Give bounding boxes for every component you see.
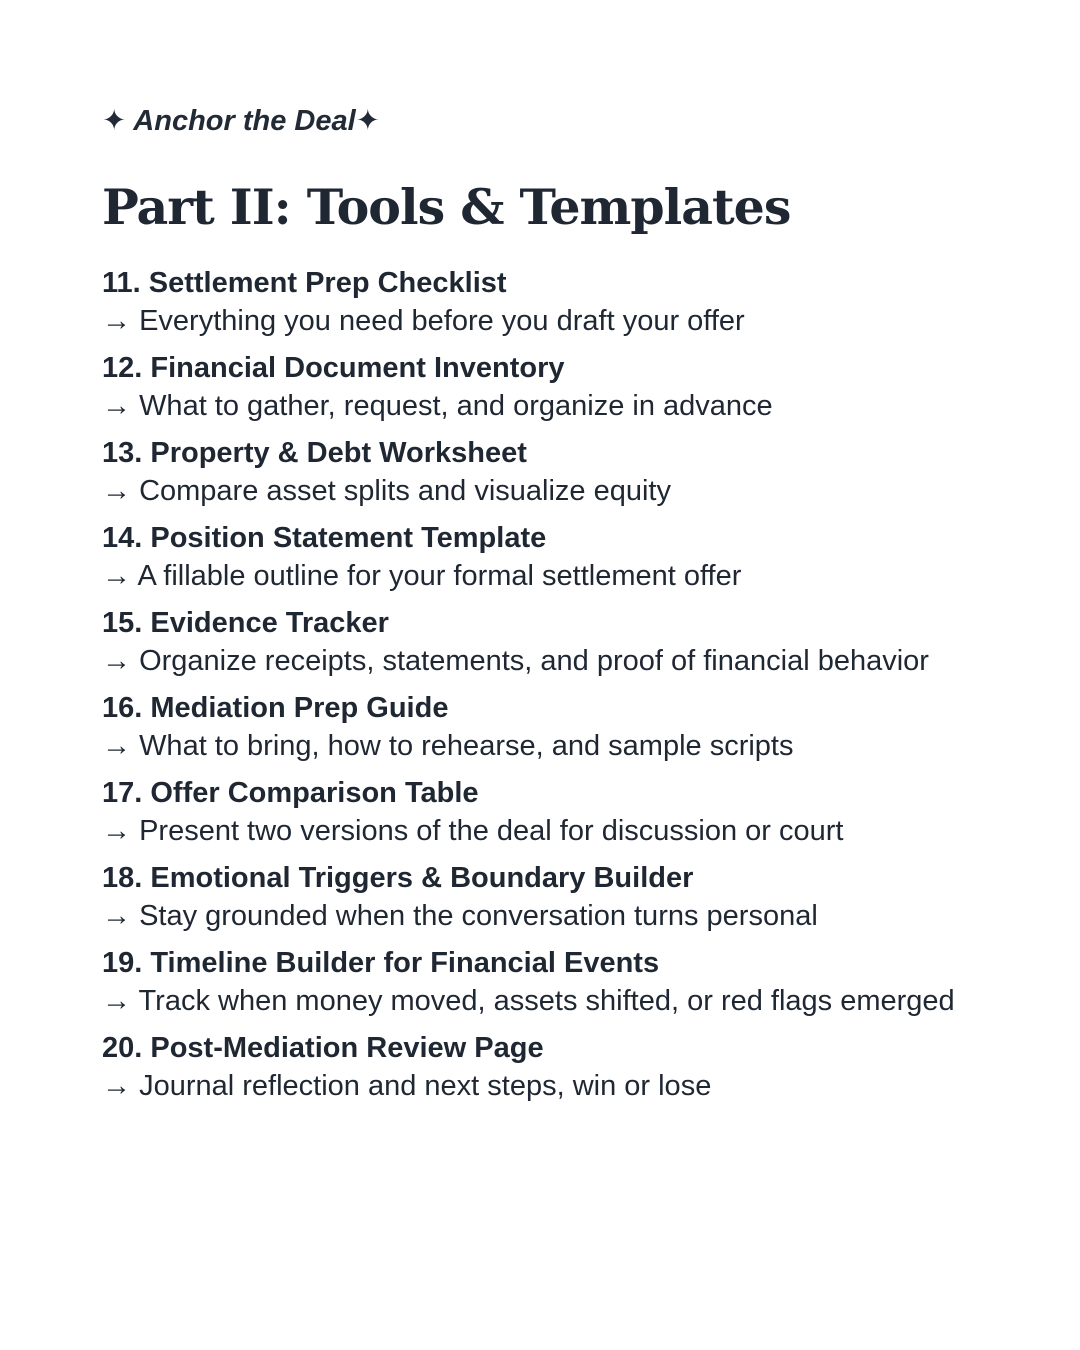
arrow-icon: → (102, 560, 131, 592)
arrow-icon: → (102, 730, 131, 762)
toc-entry-desc-text: Everything you need before you draft your offer (139, 305, 745, 337)
page (102, 96, 982, 1114)
toc-entry-title: 15. Evidence Tracker (102, 607, 389, 639)
toc-entry-title: 13. Property & Debt Worksheet (102, 437, 527, 469)
toc-entry-description (102, 812, 982, 850)
toc-entry-description (102, 982, 982, 1020)
toc-entry-description (102, 642, 982, 680)
arrow-icon: → (102, 475, 131, 507)
toc-entry-description (102, 557, 982, 595)
toc-entry-desc-text: Present two versions of the deal for discussion or court (139, 815, 844, 847)
arrow-icon: → (102, 985, 131, 1017)
arrow-icon: → (102, 305, 131, 337)
toc-entry-desc-text: Journal reflection and next steps, win or lose (139, 1070, 712, 1102)
toc-entry-desc-text: What to gather, request, and organize in advance (139, 390, 773, 422)
toc-entry-desc-text: Organize receipts, statements, and proof of financial behavior (139, 645, 929, 677)
toc-entry (102, 689, 982, 765)
toc-entry-desc-text: A fillable outline for your formal settlement offer (137, 560, 742, 592)
toc-entry (102, 349, 982, 425)
kicker (102, 96, 982, 146)
toc-entry-title: 18. Emotional Triggers & Boundary Builder (102, 862, 694, 894)
toc-entry (102, 1029, 982, 1105)
toc-entry-description (102, 897, 982, 935)
toc-entry (102, 604, 982, 680)
toc-entry-title: 17. Offer Comparison Table (102, 777, 479, 809)
toc-entry-description (102, 1067, 982, 1105)
toc-entry-desc-text: Track when money moved, assets shifted, or red flags emerged (138, 985, 955, 1017)
toc-entry (102, 774, 982, 850)
toc-entry-title: 19. Timeline Builder for Financial Events (102, 947, 660, 979)
table-of-contents (102, 264, 982, 1105)
kicker-text: Anchor the Deal (133, 105, 356, 137)
toc-entry (102, 944, 982, 1020)
toc-entry-desc-text: Stay grounded when the conversation turns personal (139, 900, 818, 932)
arrow-icon: → (102, 645, 131, 677)
toc-entry-title: 12. Financial Document Inventory (102, 352, 565, 384)
sparkle-icon: ✦ (102, 105, 127, 137)
toc-entry-desc-text: Compare asset splits and visualize equity (139, 475, 671, 507)
toc-entry-description (102, 727, 982, 765)
arrow-icon: → (102, 390, 131, 422)
arrow-icon: → (102, 1070, 131, 1102)
toc-entry-description (102, 387, 982, 425)
toc-entry-title: 20. Post-Mediation Review Page (102, 1032, 544, 1064)
toc-entry (102, 519, 982, 595)
sparkle-icon: ✦ (355, 105, 380, 137)
toc-entry-title: 14. Position Statement Template (102, 522, 547, 554)
page-title: Part II: Tools & Templates (102, 178, 791, 236)
toc-entry (102, 434, 982, 510)
arrow-icon: → (102, 815, 131, 847)
arrow-icon: → (102, 900, 131, 932)
toc-entry-description (102, 472, 982, 510)
toc-entry (102, 859, 982, 935)
toc-entry-desc-text: What to bring, how to rehearse, and sample scripts (139, 730, 794, 762)
toc-entry-description (102, 302, 982, 340)
toc-entry-title: 11. Settlement Prep Checklist (102, 267, 507, 299)
toc-entry (102, 264, 982, 340)
toc-entry-title: 16. Mediation Prep Guide (102, 692, 449, 724)
